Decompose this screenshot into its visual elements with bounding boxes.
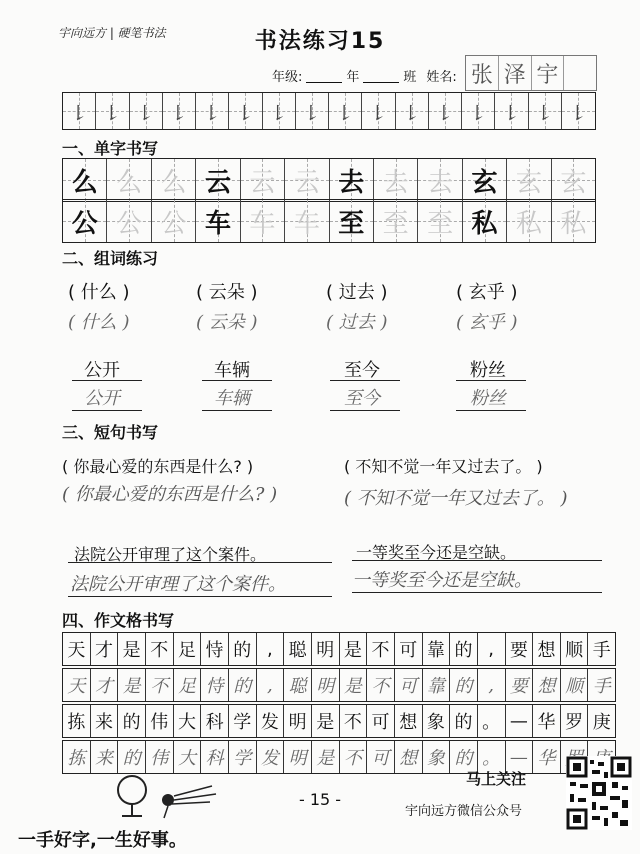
comp-cell: 科 <box>201 705 229 737</box>
follow-label: 马上关注 <box>466 770 527 788</box>
comp-cell[interactable]: 科 <box>201 741 229 773</box>
comp-cell[interactable]: 可 <box>395 669 423 701</box>
stroke-cell[interactable]: ㇙ <box>163 93 196 129</box>
class-label: 班 <box>403 70 417 85</box>
comp-cell[interactable]: 的 <box>118 741 146 773</box>
word-underline <box>72 410 142 411</box>
wechat-label: 宇向远方微信公众号 <box>405 804 523 819</box>
page-number: - 15 - <box>298 790 342 809</box>
trace-char-cell[interactable]: 车 <box>241 200 285 242</box>
stroke-cell[interactable]: ㇙ <box>263 93 296 129</box>
comp-cell[interactable]: 靠 <box>423 669 451 701</box>
stroke-cell[interactable]: ㇙ <box>196 93 229 129</box>
comp-cell: , <box>257 633 285 665</box>
model-char-cell: 公 <box>63 200 107 242</box>
stroke-cell[interactable]: ㇙ <box>462 93 495 129</box>
section-title-single-char: 一、单字书写 <box>62 139 159 158</box>
comp-cell: 罗 <box>561 705 589 737</box>
stroke-cell[interactable]: ㇙ <box>63 93 96 129</box>
comp-cell: 的 <box>118 705 146 737</box>
word-handwritten[interactable]: ( 什么 ) <box>68 312 130 333</box>
comp-cell: 来 <box>91 705 119 737</box>
comp-cell: 明 <box>312 633 340 665</box>
word-handwritten[interactable]: 车辆 <box>214 388 250 409</box>
comp-cell[interactable]: 要 <box>506 669 534 701</box>
comp-cell[interactable]: 来 <box>91 741 119 773</box>
comp-cell: 可 <box>367 705 395 737</box>
composition-row-model-2 <box>62 704 616 738</box>
composition-row-practice-1[interactable] <box>62 668 616 702</box>
comp-cell[interactable]: 聪 <box>284 669 312 701</box>
comp-cell: 要 <box>506 633 534 665</box>
comp-cell: 学 <box>229 705 257 737</box>
model-char-cell: 么 <box>63 159 107 201</box>
comp-cell[interactable]: 明 <box>284 741 312 773</box>
comp-cell: 靠 <box>423 633 451 665</box>
comp-cell: 是 <box>340 633 368 665</box>
stroke-cell[interactable]: ㇙ <box>495 93 528 129</box>
trace-char-cell[interactable]: 私 <box>507 200 551 242</box>
stroke-cell[interactable]: ㇙ <box>130 93 163 129</box>
trace-char-cell[interactable]: 车 <box>285 200 329 242</box>
model-char-cell: 云 <box>196 159 240 201</box>
word-handwritten[interactable]: ( 过去 ) <box>326 312 388 333</box>
name-char: 张 <box>466 56 499 90</box>
name-char <box>564 56 596 90</box>
trace-char-cell[interactable]: 去 <box>418 159 462 201</box>
page-title: 书法练习15 <box>254 29 386 54</box>
comp-cell: 。 <box>478 705 506 737</box>
sentence-underline <box>352 592 602 593</box>
section-title-composition: 四、作文格书写 <box>62 611 175 630</box>
comp-cell[interactable]: 伟 <box>146 741 174 773</box>
qr-code-icon[interactable] <box>566 756 632 830</box>
comp-cell: 顺 <box>561 633 589 665</box>
comp-cell[interactable]: 才 <box>91 669 119 701</box>
comp-cell[interactable]: 恃 <box>201 669 229 701</box>
comp-cell[interactable]: 的 <box>450 669 478 701</box>
word-item: ( 什么 ) <box>68 282 130 303</box>
trace-char-cell[interactable]: 玄 <box>552 159 595 201</box>
word-handwritten[interactable]: 粉丝 <box>470 388 506 409</box>
trace-char-cell[interactable]: 至 <box>374 200 418 242</box>
trace-char-cell[interactable]: 公 <box>107 200 151 242</box>
comp-cell: 不 <box>367 633 395 665</box>
comp-cell[interactable]: 不 <box>146 669 174 701</box>
comp-cell: 伟 <box>146 705 174 737</box>
comp-cell[interactable]: 发 <box>257 741 285 773</box>
stroke-practice-row <box>62 92 596 130</box>
comp-cell[interactable]: 象 <box>423 741 451 773</box>
model-char-cell: 去 <box>330 159 374 201</box>
comp-cell: 大 <box>174 705 202 737</box>
comp-cell[interactable]: 大 <box>174 741 202 773</box>
student-info <box>272 66 457 85</box>
composition-row-model-1 <box>62 632 616 666</box>
comp-cell[interactable]: 不 <box>367 669 395 701</box>
sentence-handwritten[interactable]: ( 你最心爱的东西是什么? ) <box>62 484 278 505</box>
sentence-item: 一等奖至今还是空缺。 <box>356 543 517 562</box>
comp-cell: 的 <box>229 633 257 665</box>
section-title-words: 二、组词练习 <box>62 249 159 268</box>
word-underline <box>330 410 400 411</box>
word-underline <box>456 410 526 411</box>
stroke-cell[interactable]: ㇙ <box>362 93 395 129</box>
comp-cell: 的 <box>450 633 478 665</box>
sentence-handwritten[interactable]: 法院公开审理了这个案件。 <box>70 574 286 595</box>
stroke-cell[interactable]: ㇙ <box>229 93 262 129</box>
grade-field[interactable] <box>306 68 342 83</box>
word-item: 粉丝 <box>470 360 506 381</box>
comp-cell: 是 <box>312 705 340 737</box>
word-underline <box>72 380 142 381</box>
comp-cell: 想 <box>395 705 423 737</box>
stroke-cell[interactable]: ㇙ <box>429 93 462 129</box>
trace-char-cell[interactable]: 玄 <box>507 159 551 201</box>
sentence-handwritten[interactable]: 一等奖至今还是空缺。 <box>352 570 532 591</box>
comp-cell[interactable]: 学 <box>229 741 257 773</box>
name-char: 宇 <box>532 56 565 90</box>
word-item: ( 云朵 ) <box>196 282 258 303</box>
stroke-cell[interactable]: ㇙ <box>529 93 562 129</box>
word-handwritten[interactable]: ( 玄乎 ) <box>456 312 518 333</box>
class-field[interactable] <box>363 68 399 83</box>
slogan: 一手好字,一生好事。 <box>18 830 187 851</box>
comp-cell: 象 <box>423 705 451 737</box>
trace-char-cell[interactable]: 公 <box>152 200 196 242</box>
word-item: ( 过去 ) <box>326 282 388 303</box>
char-row-2 <box>62 199 596 243</box>
trace-char-cell[interactable]: 去 <box>374 159 418 201</box>
comp-cell: 恃 <box>201 633 229 665</box>
sentence-underline <box>352 560 602 561</box>
comp-cell: 拣 <box>63 705 91 737</box>
char-row-1 <box>62 158 596 202</box>
stroke-cell[interactable]: ㇙ <box>396 93 429 129</box>
trace-char-cell[interactable]: 至 <box>418 200 462 242</box>
comp-cell[interactable]: 是 <box>340 669 368 701</box>
word-item: 公开 <box>84 360 120 381</box>
comp-cell: 不 <box>340 705 368 737</box>
word-handwritten[interactable]: 至今 <box>344 388 380 409</box>
word-item: 至今 <box>344 360 380 381</box>
comp-cell[interactable]: 明 <box>312 669 340 701</box>
trace-char-cell[interactable]: 么 <box>152 159 196 201</box>
comp-cell: 才 <box>91 633 119 665</box>
grade-label: 年级: <box>272 70 303 85</box>
sentence-underline <box>68 562 332 563</box>
stroke-cell[interactable]: ㇙ <box>296 93 329 129</box>
word-underline <box>202 380 272 381</box>
comp-cell: — <box>506 705 534 737</box>
name-label: 姓名: <box>426 70 457 85</box>
comp-cell[interactable]: 顺 <box>561 669 589 701</box>
comp-cell[interactable]: 想 <box>395 741 423 773</box>
comp-cell[interactable]: , <box>257 669 285 701</box>
stroke-cell[interactable]: ㇙ <box>96 93 129 129</box>
section-title-sentences: 三、短句书写 <box>62 423 159 442</box>
comp-cell: 明 <box>284 705 312 737</box>
year-label: 年 <box>346 70 360 85</box>
trace-char-cell[interactable]: 么 <box>107 159 151 201</box>
comp-cell: 聪 <box>284 633 312 665</box>
comp-cell[interactable]: 华 <box>533 741 561 773</box>
comp-cell: 庚 <box>592 712 611 733</box>
sentence-underline <box>68 596 332 597</box>
word-item: 车辆 <box>214 360 250 381</box>
comp-cell[interactable]: 。 <box>478 741 506 773</box>
comp-cell: 的 <box>450 705 478 737</box>
comp-cell[interactable]: 不 <box>340 741 368 773</box>
comp-cell[interactable]: 是 <box>312 741 340 773</box>
comp-cell: 发 <box>257 705 285 737</box>
composition-row-practice-2[interactable] <box>62 740 616 774</box>
comp-cell: , <box>478 633 506 665</box>
word-underline <box>456 380 526 381</box>
sentence-item: ( 不知不觉一年又过去了。 ) <box>344 457 543 476</box>
comp-cell[interactable]: 是 <box>118 669 146 701</box>
name-char: 泽 <box>499 56 532 90</box>
comp-cell[interactable]: 想 <box>533 669 561 701</box>
comp-cell: 可 <box>395 633 423 665</box>
brand-label: 宇向远方 | 硬笔书法 <box>58 26 166 40</box>
model-char-cell: 私 <box>463 200 507 242</box>
model-char-cell: 车 <box>196 200 240 242</box>
word-handwritten[interactable]: ( 云朵 ) <box>196 312 258 333</box>
comp-cell: 想 <box>533 633 561 665</box>
comp-cell: 天 <box>63 633 91 665</box>
comp-cell[interactable]: 天 <box>63 669 91 701</box>
comp-cell[interactable]: — <box>506 741 534 773</box>
sentence-item: ( 你最心爱的东西是什么? ) <box>62 457 254 476</box>
trace-char-cell[interactable]: 云 <box>241 159 285 201</box>
word-item: ( 玄乎 ) <box>456 282 518 303</box>
stroke-cell[interactable]: ㇙ <box>329 93 362 129</box>
comp-cell[interactable]: 的 <box>450 741 478 773</box>
comp-cell[interactable]: 拣 <box>63 741 91 773</box>
comp-cell[interactable]: 可 <box>367 741 395 773</box>
comp-cell: 不 <box>146 633 174 665</box>
model-char-cell: 至 <box>330 200 374 242</box>
word-underline <box>330 380 400 381</box>
sentence-handwritten[interactable]: ( 不知不觉一年又过去了。 ) <box>344 488 568 509</box>
sentence-item: 法院公开审理了这个案件。 <box>74 545 267 564</box>
trace-char-cell[interactable]: 云 <box>285 159 329 201</box>
stroke-cell[interactable]: ㇙ <box>562 93 595 129</box>
comp-cell: 足 <box>174 633 202 665</box>
comp-cell: 华 <box>533 705 561 737</box>
trace-char-cell[interactable]: 私 <box>552 200 595 242</box>
comp-cell[interactable]: 手 <box>592 676 611 697</box>
comp-cell[interactable]: 的 <box>229 669 257 701</box>
word-handwritten[interactable]: 公开 <box>84 388 120 409</box>
comp-cell: 手 <box>592 640 611 661</box>
word-underline <box>202 410 272 411</box>
comp-cell[interactable]: , <box>478 669 506 701</box>
comp-cell[interactable]: 足 <box>174 669 202 701</box>
name-box[interactable] <box>465 55 597 91</box>
comp-cell: 是 <box>118 633 146 665</box>
model-char-cell: 玄 <box>463 159 507 201</box>
